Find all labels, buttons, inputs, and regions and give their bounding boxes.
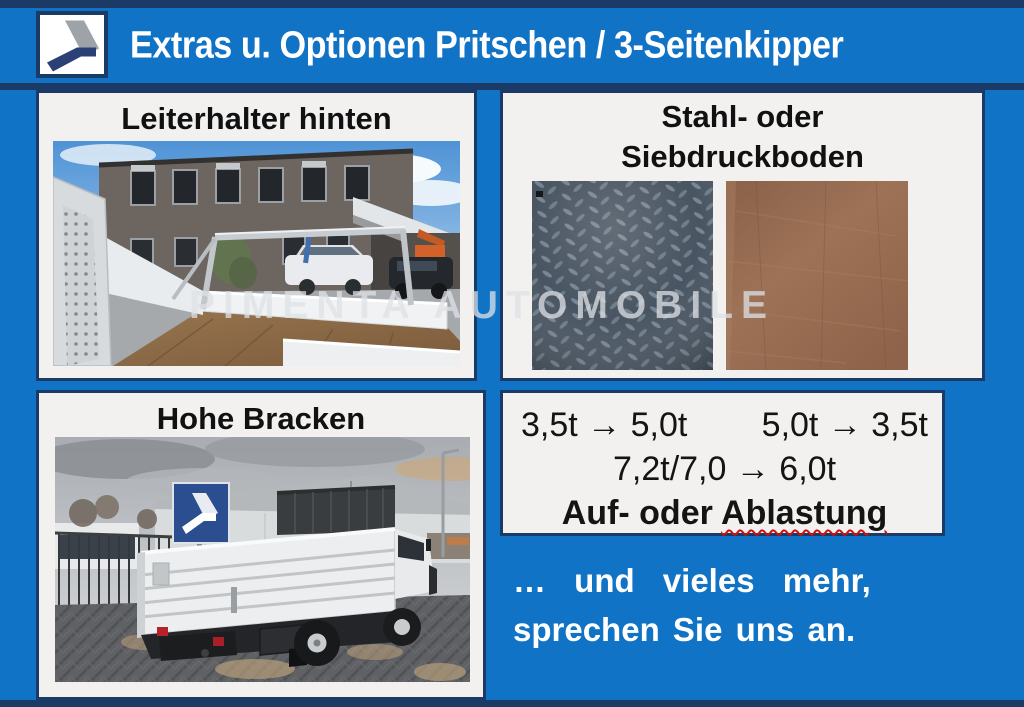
panel-bracken bbox=[36, 390, 486, 700]
ladder-rack-truck-photo bbox=[53, 141, 460, 366]
footer-note-line1: … und vieles mehr, bbox=[513, 562, 871, 599]
steel-checker-plate-image bbox=[532, 181, 713, 370]
bottom-divider bbox=[0, 700, 1024, 707]
weights-line2: 7,2t/7,0 → 6,0t bbox=[612, 450, 837, 488]
panel-boden-title-line1: Stahl- oder bbox=[661, 99, 824, 134]
panel-boden bbox=[500, 90, 985, 381]
weight-conversions bbox=[503, 393, 942, 535]
top-divider bbox=[0, 0, 1024, 8]
weights-line3 bbox=[521, 491, 928, 535]
plywood-board-image bbox=[726, 181, 908, 370]
weights-line1-left: 3,5t → 5,0t bbox=[521, 406, 688, 444]
watermark-text: PIMENTA AUTOMOBILE bbox=[189, 284, 775, 327]
weights-line1 bbox=[521, 403, 928, 447]
page-title: Extras u. Optionen Pritschen / 3-Seitenkipper bbox=[130, 24, 844, 66]
panel-ablastung bbox=[500, 390, 945, 536]
header-divider bbox=[0, 83, 1024, 90]
pimenta-logo-icon bbox=[36, 11, 108, 78]
panel-boden-title bbox=[503, 97, 982, 178]
pimenta-logo-glyph bbox=[40, 15, 104, 74]
footer-note-line2: sprechen Sie uns an. bbox=[513, 611, 856, 648]
weights-line1-right: 5,0t → 3,5t bbox=[761, 406, 928, 444]
weights-line3-prefix: Auf- oder bbox=[561, 494, 722, 532]
footer-note bbox=[513, 556, 973, 654]
panel-bracken-title: Hohe Bracken bbox=[156, 401, 366, 436]
floor-texture-images bbox=[532, 181, 908, 370]
panel-leiterhalter bbox=[36, 90, 477, 381]
weights-line3-underlined: Ablastung bbox=[721, 494, 888, 532]
header bbox=[0, 8, 1024, 83]
high-sides-truck-photo bbox=[55, 437, 470, 682]
panel-boden-title-line2: Siebdruckboden bbox=[621, 139, 864, 175]
panel-leiterhalter-title: Leiterhalter hinten bbox=[121, 101, 392, 136]
